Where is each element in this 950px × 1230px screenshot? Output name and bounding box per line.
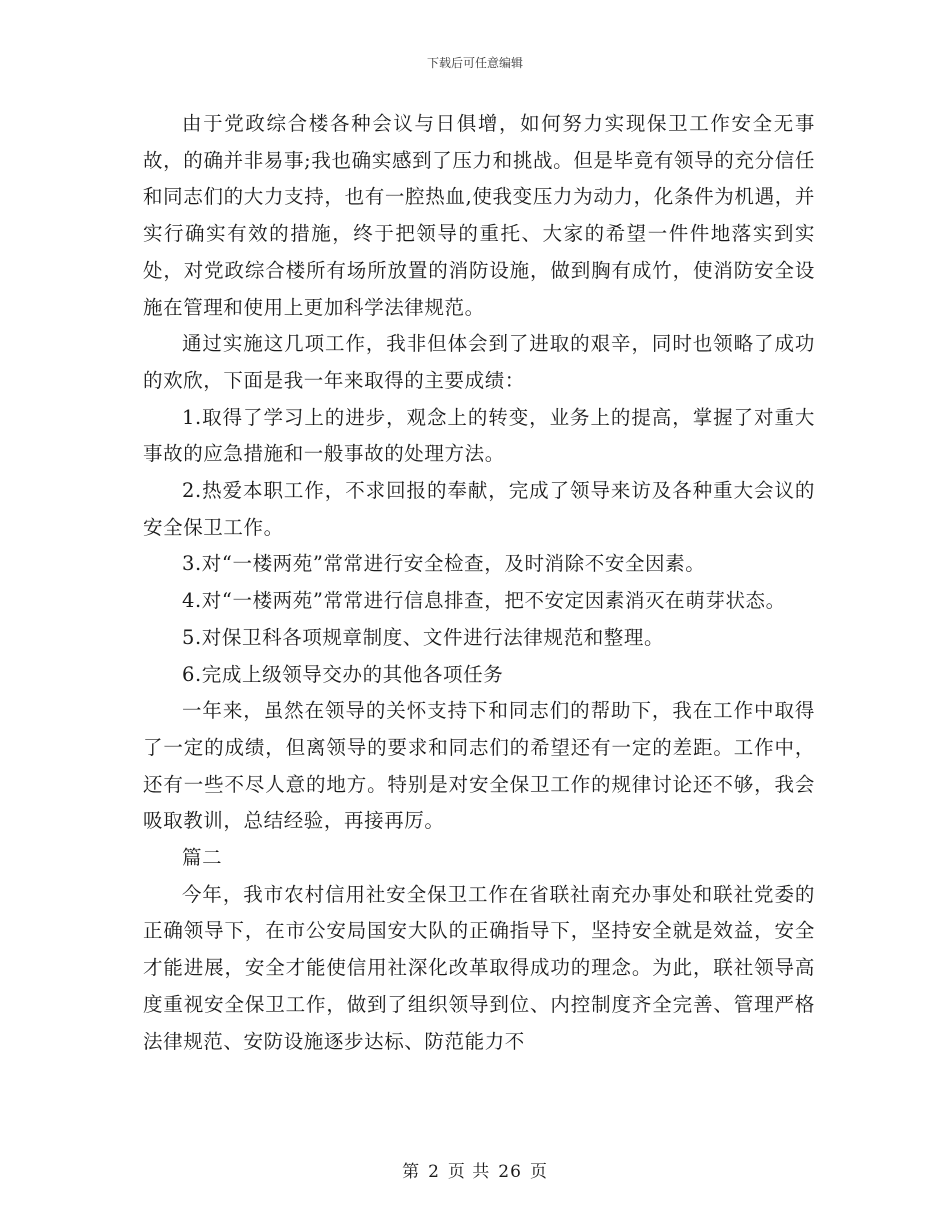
header-note: 下载后可任意编辑	[426, 56, 523, 70]
document-body	[143, 106, 815, 1060]
list-item: 3.对“一楼两苑”常常进行安全检查，及时消除不安全因素。	[182, 552, 706, 576]
paragraph: 今年，我市农村信用社安全保卫工作在省联社南充办事处和联社党委的正确领导下，在市公安局国安大队的正确指导下，坚持安全就是效益，安全才能进展，安全才能使信用社深化改革取得成功的理念。为此，联社领导高度重视安全保卫工作，做到了组织领导到位、内控制度齐全完善、管理严格法律规范、安防设施逐步达标、防范能力不	[143, 882, 815, 1053]
paragraph: 一年来，虽然在领导的关怀支持下和同志们的帮助下，我在工作中取得了一定的成绩，但离领导的要求和同志们的希望还有一定的差距。工作中，还有一些不尽人意的地方。特别是对安全保卫工作的规律讨论还不够，我会吸取教训，总结经验，再接再厉。	[143, 699, 815, 833]
list-item: 6.完成上级领导交办的其他各项任务	[182, 662, 504, 686]
paragraph: 由于党政综合楼各种会议与日俱增，如何努力实现保卫工作安全无事故，的确并非易事;我也确实感到了压力和挑战。但是毕竟有领导的充分信任和同志们的大力支持，也有一腔热血,使我变压力为动力，化条件为机遇，并实行确实有效的措施，终于把领导的重托、大家的希望一件件地落实到实处，对党政综合楼所有场所放置的消防设施，做到胸有成竹，使消防安全设施在管理和使用上更加科学法律规范。	[143, 112, 815, 319]
list-item: 5.对保卫科各项规章制度、文件进行法律规范和整理。	[182, 625, 665, 649]
list-item: 4.对“一楼两苑”常常进行信息排查，把不安定因素消灭在萌芽状态。	[182, 589, 786, 613]
page-number: 2	[428, 1162, 440, 1182]
list-item: 1.取得了学习上的进步，观念上的转变，业务上的提高，掌握了对重大事故的应急措施和一般事故的处理方法。	[143, 405, 815, 466]
list-item: 2.热爱本职工作，不求回报的奉献，完成了领导来访及各种重大会议的安全保卫工作。	[143, 479, 815, 539]
footer-suffix: 页	[529, 1162, 548, 1182]
page-footer	[0, 1157, 950, 1182]
footer-middle: 页 共	[447, 1162, 491, 1182]
paragraph: 通过实施这几项工作，我非但体会到了进取的艰辛，同时也领略了成功的欢欣，下面是我一年来取得的主要成绩：	[143, 332, 815, 392]
section-heading: 篇二	[182, 846, 223, 870]
total-pages: 26	[498, 1162, 522, 1182]
footer-prefix: 第	[402, 1162, 421, 1182]
